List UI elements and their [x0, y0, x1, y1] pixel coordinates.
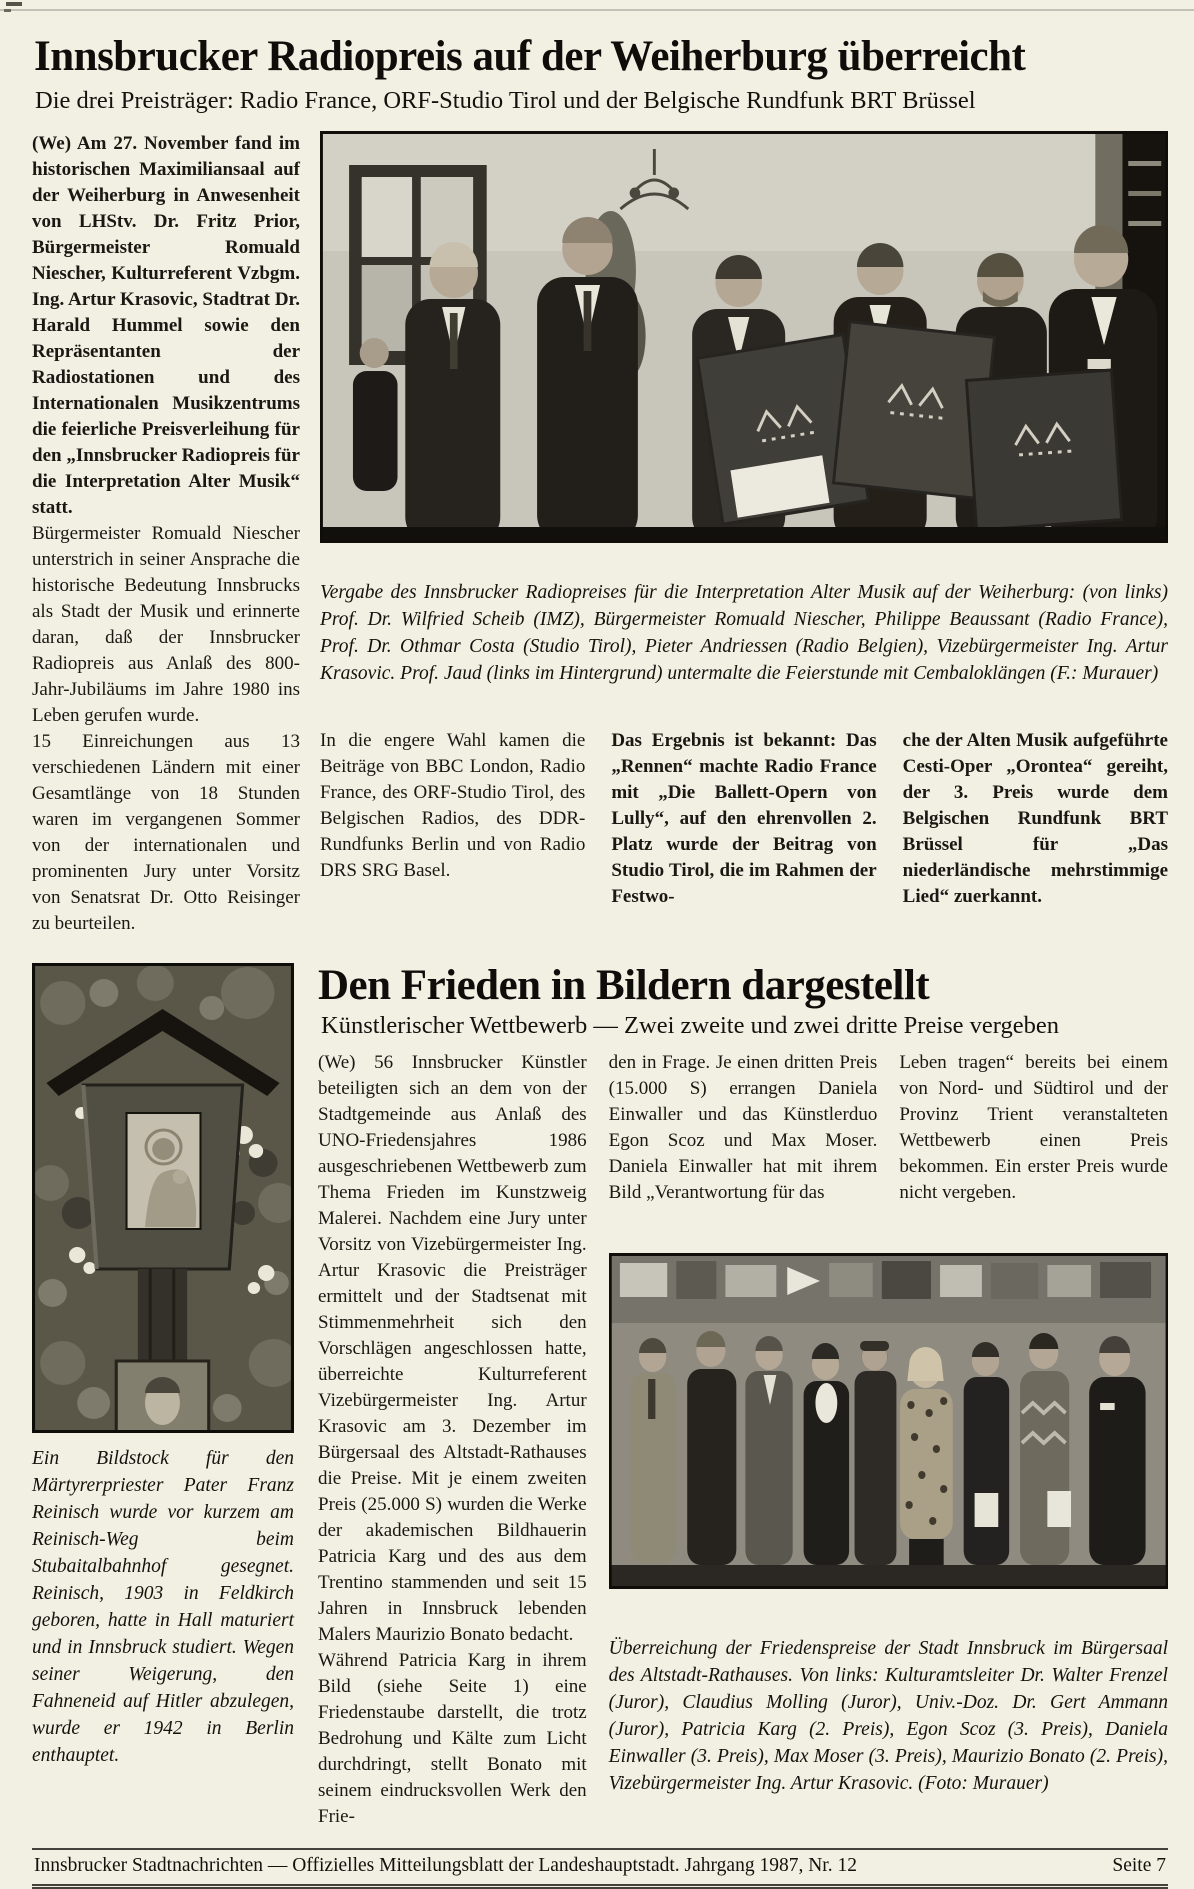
radiopreis-photo-illustration [320, 131, 1168, 543]
bildstock-photo [32, 963, 294, 1433]
article1-bottom-col1: In die engere Wahl kamen die Beiträge von BBC London, Radio France, des ORF-Studio Tirol, des Belgischen Radios, des DDR-Rundfunks Berlin und von Radio DRS SRG Basel. [320, 729, 586, 881]
article1-headline: Innsbrucker Radiopreis auf der Weiherburg überreicht [34, 33, 1026, 80]
radiopreis-photo-caption: Vergabe des Innsbrucker Radiopreises für die Interpretation Alter Musik auf der Weiherburg: (von links) Prof. Dr. Wilfried Scheib (IMZ), Bürgermeister Romuald Niescher, Philippe Beaussant (Radio France), Prof. Dr. Othmar Costa (Studio Tirol), Pieter Andriessen (Radio Belgien), Vizebürgermeister Ing. Artur Krasovic. Prof. Jaud (links im Hintergrund) untermalte die Feierstunde mit Cembaloklängen (F.: Murauer) [320, 582, 1168, 685]
article1-paragraph: 15 Einreichungen aus 13 verschiedenen Ländern mit einer Gesamtlänge von 18 Stunden waren im vergangenen Sommer von der internationalen und prominenten Jury unter Vorsitz von Senatsrat Dr. Otto Reisinger zu beurteilen. [32, 730, 300, 934]
friedenspreis-ceremony-photo [609, 1253, 1168, 1622]
article2-subheadline: Künstlerischer Wettbewerb — Zwei zweite und zwei dritte Preise vergeben [321, 1012, 1059, 1040]
article1-bottom-columns [320, 728, 1168, 937]
scan-artifact-speck [6, 2, 22, 6]
article-radiopreis [32, 34, 1168, 937]
friedenspreis-photo-caption: Überreichung der Friedenspreise der Stadt Innsbruck im Bürgersaal des Altstadt-Rathauses. Von links: Kulturamtsleiter Dr. Walter Frenzel (Juror), Claudius Molling (Juror), Univ.-Doz. Dr. Gert Ammann (Juror), Patricia Karg (2. Preis), Egon Scoz (3. Preis), Daniela Einwaller (3. Preis), Max Moser (3. Preis), Maurizio Bonato (2. Preis), Vizebürgermeister Ing. Artur Krasovic. (Foto: Murauer) [608, 1637, 1168, 1794]
footer-page-number: Seite 7 [1112, 1855, 1166, 1877]
article2-col1 [318, 1050, 587, 1830]
article2-col3: Leben tragen“ bereits bei einem von Nord- und Südtirol und der Provinz Trient veranstalteten Wettbewerb einen Preis bekommen. Ein erster Preis wurde nicht vergeben. [899, 1052, 1168, 1204]
article1-paragraph: Bürgermeister Romuald Niescher unterstrich in seiner Ansprache die historische Bedeutung Innsbrucks als Stadt der Musik und erinnerte daran, daß der Innsbrucker Radiopreis aus Anlaß des 800-Jahr-Jubiläums im Jahre 1980 ins Leben gerufen wurde. [32, 522, 300, 726]
lower-section [32, 963, 1168, 1831]
article-friedenspreis [318, 963, 1168, 1831]
article1-bottom-col2: Das Ergebnis ist bekannt: Das „Rennen“ machte Radio France mit „Die Ballett-Opern von Lully“, auf den ehrenvollen 2. Platz wurde der Beitrag von Studio Tirol, die im Rahmen der Festwo- [611, 729, 877, 907]
article2-body [318, 1050, 1168, 1830]
bildstock-caption: Ein Bildstock für den Märtyrerpriester Pater Franz Reinisch wurde vor kurzem am Reinisch-Weg beim Stubaitalbahnhof gesegnet. Reinisch, 1903 in Feldkirch geboren, hatte in Hall maturiert und in Innsbruck studiert. Wegen seiner Weigerung, den Fahneneid auf Hitler abzulegen, wurde er 1942 in Berlin enthauptet. [32, 1447, 294, 1766]
scan-artifact-line [0, 9, 1194, 11]
bildstock-sidebar [32, 963, 294, 1831]
article1-subheadline: Die drei Preisträger: Radio France, ORF-Studio Tirol und der Belgische Rundfunk BRT Brüssel [35, 86, 976, 114]
article2-col1-paragraph: (We) 56 Innsbrucker Künstler beteiligten sich an dem von der Stadtgemeinde aus Anlaß des UNO-Friedensjahres 1986 ausgeschriebenen Wettbewerb zum Thema Frieden im Kunstzweig Malerei. Nachdem eine Jury unter Vorsitz von Vizebürgermeister Ing. Artur Krasovic die Preisträger ermittelt und der Stadtsenat mit Stimmenmehrheit sich den Vorschlägen angeschlossen hatte, überreichte Kulturreferent Vizebürgermeister Ing. Artur Krasovic am 3. Dezember im Bürgersaal des Altstadt-Rathauses die Preise. Mit je einem zweiten Preis (25.000 S) wurden die Werke der akademischen Bildhauerin Patricia Karg und des aus dem Trentino stammenden und seit 15 Jahren in Innsbruck lebenden Malers Maurizio Bonato bedacht. [318, 1052, 587, 1646]
friedenspreis-photo-illustration [609, 1253, 1168, 1589]
radiopreis-ceremony-photo [320, 131, 1168, 570]
article1-intro-paragraph: (We) Am 27. November fand im historischen Maximiliansaal auf der Weiherburg in Anwesenheit von LHStv. Dr. Fritz Prior, Bürgermeister Romuald Niescher, Kulturreferent Vzbgm. Ing. Artur Krasovic, Stadtrat Dr. Harald Hummel sowie den Repräsentanten der Radiostationen und des Internationalen Musikzentrums die feierliche Preisverleihung für den „Innsbrucker Radiopreis für die Interpretation Alter Musik“ statt. [32, 132, 300, 518]
footer-publication: Innsbrucker Stadtnachrichten — Offizielles Mitteilungsblatt der Landeshauptstadt. Jahrgang 1987, Nr. 12 [34, 1855, 857, 1877]
article2-col1-paragraph: Während Patricia Karg in ihrem Bild (siehe Seite 1) eine Friedenstaube darstellt, die trotz Bedrohung und Kälte zum Licht durchdringt, stellt Bonato mit seinem eindrucksvollen Werk den Frie- [318, 1650, 587, 1828]
article1-bottom-col3: che der Alten Musik aufgeführte Cesti-Oper „Orontea“ gereiht, der 3. Preis wurde dem Belgischen Rundfunk BRT Brüssel für „Das niederländische mehrstimmige Lied“ zuerkannt. [902, 729, 1168, 907]
scan-artifact-speck [4, 9, 11, 12]
page-footer [32, 1848, 1168, 1889]
article1-body [32, 131, 1168, 937]
bildstock-photo-illustration [32, 963, 294, 1433]
article2-headline: Den Frieden in Bildern dargestellt [318, 961, 930, 1009]
article1-left-column [32, 131, 300, 937]
article2-col2: den in Frage. Je einen dritten Preis (15.000 S) errangen Daniela Einwaller und das Künstlerduo Egon Scoz und Max Moser. Daniela Einwaller hat mit ihrem Bild „Verantwortung für das [608, 1052, 878, 1204]
